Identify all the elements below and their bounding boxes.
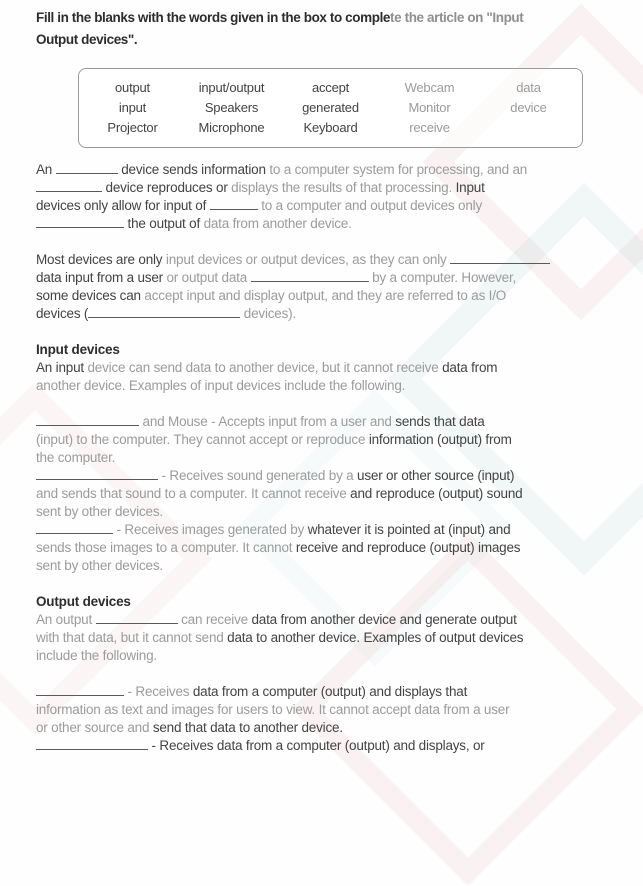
text-line (36, 377, 629, 395)
text-line (36, 197, 629, 215)
text-line (36, 215, 629, 233)
word-option (479, 118, 578, 138)
blank-field (88, 305, 240, 318)
word-option: accept (311, 80, 350, 95)
text-line (36, 251, 629, 269)
article-body (36, 161, 629, 755)
text-segment: accept input and display output, and they are referred to as I/O (144, 288, 507, 303)
text-segment: device sends information (117, 162, 270, 177)
text-segment: with that data, but it cannot send (36, 630, 228, 645)
text-line (36, 719, 629, 737)
text-segment: sends that data (395, 414, 485, 429)
text-segment: Most devices are only (36, 252, 166, 267)
text-line (36, 701, 629, 719)
text-segment: information (output) from (368, 432, 512, 447)
article-paragraph (36, 413, 629, 575)
text-line (36, 269, 629, 287)
text-line (36, 359, 629, 377)
word-bank-box (78, 68, 583, 148)
word-option: receive (409, 120, 450, 135)
text-segment: (input) to the computer. They cannot accept or reproduce (36, 432, 369, 447)
section-heading: Output devices (36, 594, 131, 609)
text-segment: te the article on "Input (390, 10, 524, 25)
text-segment: Fill in the blanks with the words given in the box to comple (36, 10, 391, 25)
text-segment: data input from a user (36, 270, 167, 285)
text-segment: and reproduce (output) sound (350, 486, 523, 501)
text-segment: can receive (177, 612, 252, 627)
text-segment: Input (452, 180, 485, 195)
text-line (36, 737, 629, 755)
text-segment: the output of (124, 216, 204, 231)
text-segment: user or other source (input) (357, 468, 515, 483)
word-option: Webcam (404, 80, 455, 95)
word-option: generated (302, 100, 359, 115)
text-line (36, 485, 629, 503)
blank-field (96, 611, 178, 624)
text-segment: Output devices". (36, 32, 138, 47)
text-segment: sent by other devices. (36, 558, 163, 573)
section-heading: Input devices (36, 342, 120, 357)
blank-field (36, 215, 124, 228)
word-option: Projector (107, 120, 158, 135)
text-segment: another device. Examples of input devices include the following. (36, 378, 406, 393)
text-segment: sent by other devices. (36, 504, 163, 519)
text-segment: or other source and (36, 720, 153, 735)
article-paragraph (36, 359, 629, 395)
text-line (36, 467, 629, 485)
blank-field (36, 683, 124, 696)
text-segment: data from (442, 360, 498, 375)
text-line (36, 413, 629, 431)
text-line (36, 557, 629, 575)
word-bank-row (83, 78, 578, 98)
word-option: Microphone (198, 120, 265, 135)
text-line (36, 521, 629, 539)
text-line (36, 305, 629, 323)
word-option: Speakers (204, 100, 259, 115)
text-segment: whatever it is pointed at (input) and (307, 522, 511, 537)
text-segment: data from a computer (output) and displays that (192, 684, 468, 699)
blank-field (56, 161, 118, 174)
text-segment: sends those images to a computer. It cannot (36, 540, 296, 555)
text-segment: device can send data to another device, but it cannot receive (87, 360, 443, 375)
text-segment: information as text and images for users to view. It cannot accept data from a user (36, 702, 510, 717)
text-segment: displays the results of that processing. (231, 180, 453, 195)
text-line (36, 539, 629, 557)
text-segment: data from another device and generate output (251, 612, 517, 627)
word-option: Keyboard (303, 120, 358, 135)
article-paragraph (36, 683, 629, 755)
text-segment: - Receives images generated by (113, 522, 308, 537)
page-title (36, 7, 629, 51)
blank-field (36, 521, 113, 534)
text-segment: - Receives (124, 684, 193, 699)
text-line (36, 179, 629, 197)
text-segment: receive and reproduce (output) images (295, 540, 521, 555)
text-segment: An input (36, 360, 88, 375)
text-segment: include the following. (36, 648, 157, 663)
article-paragraph (36, 251, 629, 323)
word-option: input/output (198, 80, 265, 95)
blank-field (36, 179, 102, 192)
word-option: input (118, 100, 147, 115)
text-segment: some devices can (36, 288, 145, 303)
text-line (36, 431, 629, 449)
text-segment: to a computer and output devices only (257, 198, 482, 213)
article-paragraph (36, 161, 629, 233)
text-segment: devices). (240, 306, 297, 321)
word-option: output (115, 80, 150, 95)
article-paragraph (36, 611, 629, 665)
text-line (36, 647, 629, 665)
word-option: device (510, 100, 547, 115)
title-line (36, 29, 629, 51)
text-segment: data from another device. (203, 216, 352, 231)
text-line (36, 449, 629, 467)
text-segment: to a computer system for processing, and an (269, 162, 528, 177)
text-line (36, 287, 629, 305)
text-segment: by a computer. However, (368, 270, 517, 285)
text-segment: or output data (166, 270, 251, 285)
text-segment: An (36, 162, 56, 177)
text-segment: device reproduces or (102, 180, 232, 195)
blank-field (251, 269, 369, 282)
text-segment: input devices or output devices, as they can only (165, 252, 451, 267)
text-segment: and Mouse - Accepts input from a user and (139, 414, 396, 429)
text-segment: and sends that sound to a computer. It cannot receive (36, 486, 351, 501)
blank-field (210, 197, 258, 210)
text-line (36, 503, 629, 521)
blank-field (36, 413, 139, 426)
title-line (36, 7, 629, 29)
text-line (36, 629, 629, 647)
text-segment: - Receives sound generated by a (158, 468, 358, 483)
blank-field (36, 737, 148, 750)
word-bank-row (83, 118, 578, 138)
blank-field (450, 251, 550, 264)
text-segment: send that data to another device. (152, 720, 343, 735)
word-option: data (516, 80, 541, 95)
text-segment: devices only allow for input of (36, 198, 210, 213)
blank-field (36, 467, 158, 480)
word-option: Monitor (408, 100, 451, 115)
text-line (36, 161, 629, 179)
word-bank-row (83, 98, 578, 118)
text-segment: devices ( (36, 306, 89, 321)
text-segment: data to another device. Examples of output devices (227, 630, 524, 645)
text-segment: the computer. (36, 450, 116, 465)
text-segment: - Receives data from a computer (output) and displays, or (148, 738, 485, 753)
text-line (36, 683, 629, 701)
text-segment: An output (36, 612, 96, 627)
text-line (36, 611, 629, 629)
